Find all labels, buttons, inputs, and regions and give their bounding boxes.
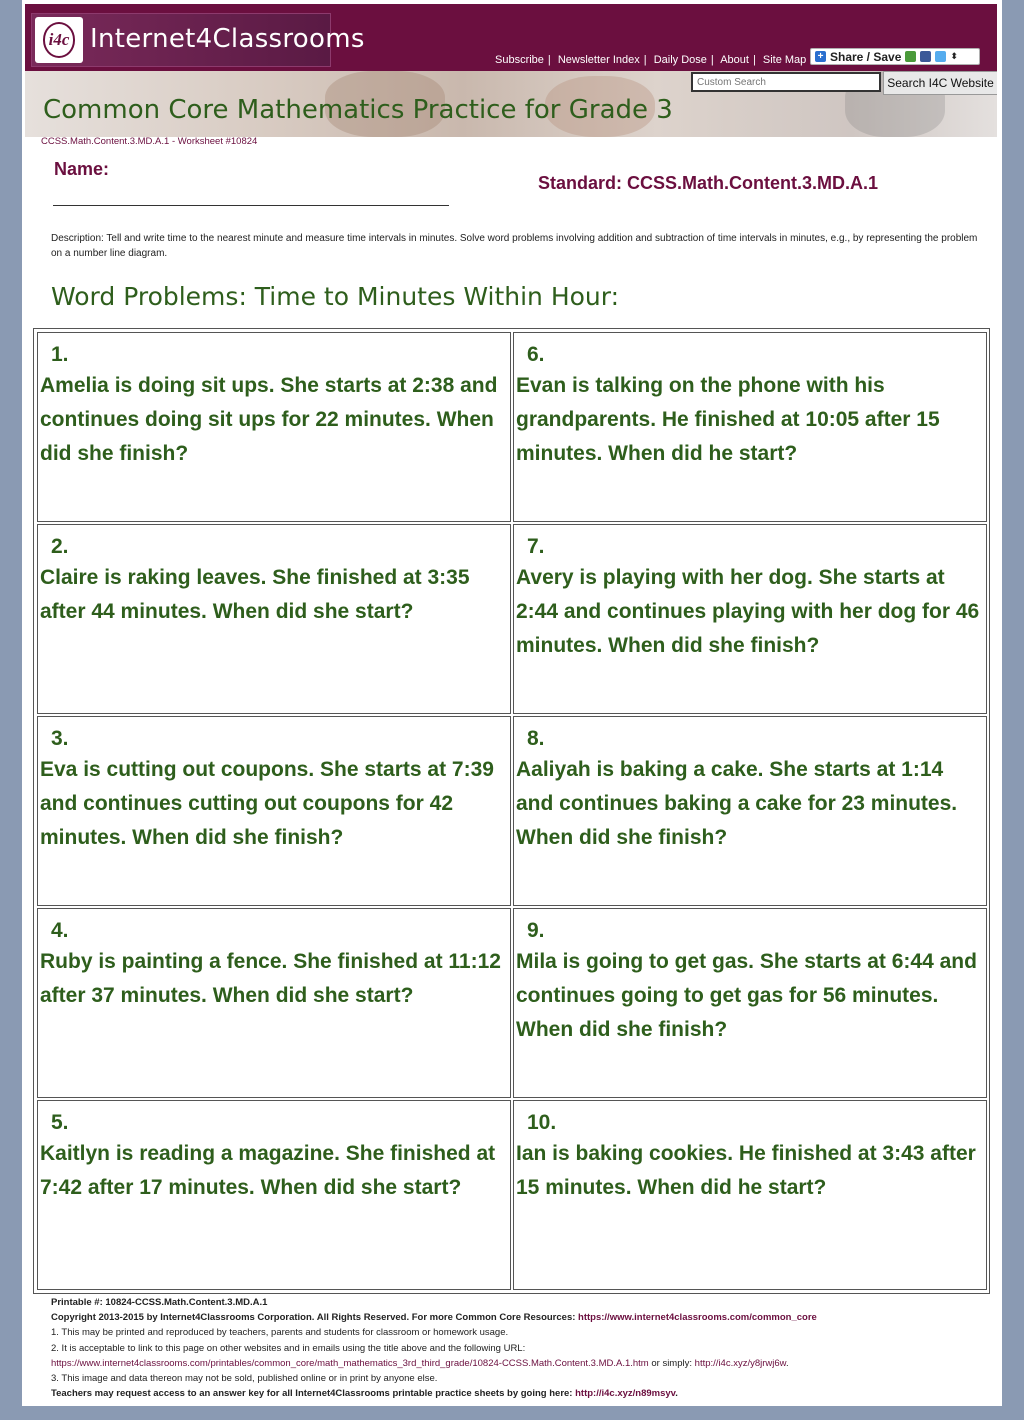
problem-text: Kaitlyn is reading a magazine. She finished at 7:42 after 17 minutes. When did she start? <box>40 1142 496 1199</box>
problem-text: Evan is talking on the phone with his grandparents. He finished at 10:05 after 15 minutes. When did he start? <box>516 374 940 465</box>
problem-cell <box>513 716 987 906</box>
search-button[interactable]: Search I4C Website <box>883 71 997 95</box>
share-label: Share / Save <box>830 49 902 64</box>
problem-text: Amelia is doing sit ups. She starts at 2:38 and continues doing sit ups for 22 minutes. When did she finish? <box>40 374 498 465</box>
printable-number: Printable #: 10824-CCSS.Math.Content.3.MD.A.1 <box>51 1297 268 1308</box>
problem-number: 8. <box>527 727 545 750</box>
problem-number: 10. <box>527 1111 557 1134</box>
problems-grid <box>33 328 990 1294</box>
top-nav: Subscribe | Newsletter Index | Daily Dose | About | Site Map <box>495 54 807 66</box>
or-simply-text: or simply: <box>648 1357 695 1369</box>
problem-cell <box>513 908 987 1098</box>
nav-daily-dose[interactable]: Daily Dose <box>653 54 707 66</box>
problem-number: 3. <box>51 727 69 750</box>
nav-subscribe[interactable]: Subscribe <box>495 54 544 66</box>
problem-number: 4. <box>51 919 69 942</box>
problem-cell <box>37 1100 511 1290</box>
problem-text: Ruby is painting a fence. She finished at 11:12 after 37 minutes. When did she start? <box>40 950 501 1007</box>
answer-key-note: Teachers may request access to an answer key for all Internet4Classrooms printable practice sheets by going here: http://i4c.xyz/n89msyv. <box>51 1388 678 1400</box>
section-title: Word Problems: Time to Minutes Within Hour: <box>51 282 620 311</box>
updown-arrows-icon: ⬍ <box>950 51 958 61</box>
problem-cell <box>37 332 511 522</box>
problem-text: Avery is playing with her dog. She starts at 2:44 and continues playing with her dog for 46 minutes. When did she finish? <box>516 566 980 657</box>
problem-number: 6. <box>527 343 545 366</box>
problem-text: Eva is cutting out coupons. She starts at 7:39 and continues cutting out coupons for 42 minutes. When did she finish? <box>40 758 494 849</box>
note-2-urls: https://www.internet4classrooms.com/printables/common_core/math_mathematics_3rd_third_grade/10824-CCSS.Math.Content.3.MD.A.1.htm or simply: http://i4c.xyz/y8jrwj6w. <box>51 1357 789 1369</box>
problem-cell <box>37 908 511 1098</box>
footer <box>51 1295 981 1401</box>
breadcrumb: CCSS.Math.Content.3.MD.A.1 - Worksheet #10824 <box>41 136 258 147</box>
nav-newsletter-index[interactable]: Newsletter Index <box>557 54 640 66</box>
page-title: Common Core Mathematics Practice for Grade 3 <box>43 95 673 125</box>
problem-text: Ian is baking cookies. He finished at 3:43 after 15 minutes. When did he start? <box>516 1142 976 1199</box>
problem-number: 5. <box>51 1111 69 1134</box>
site-logo[interactable] <box>31 13 365 67</box>
banner <box>25 71 997 137</box>
problem-number: 9. <box>527 919 545 942</box>
nav-about[interactable]: About <box>720 54 749 66</box>
problem-text: Aaliyah is baking a cake. She starts at 1:14 and continues baking a cake for 23 minutes. When did she finish? <box>516 758 958 849</box>
twitter-icon <box>935 51 946 62</box>
answer-key-link[interactable]: http://i4c.xyz/n89msyv <box>575 1388 676 1400</box>
worksheet-url-link[interactable]: https://www.internet4classrooms.com/printables/common_core/math_mathematics_3rd_third_grade/10824-CCSS.Math.Content.3.MD.A.1.htm <box>51 1357 649 1369</box>
note-1: 1. This may be printed and reproduced by teachers, parents and students for classroom or homework usage. <box>51 1327 509 1339</box>
problem-number: 1. <box>51 343 69 366</box>
facebook-icon <box>920 51 931 62</box>
plus-icon: + <box>815 51 826 62</box>
problem-cell <box>37 716 511 906</box>
problem-cell <box>513 332 987 522</box>
problem-number: 2. <box>51 535 69 558</box>
problem-cell <box>513 524 987 714</box>
standard-label: Standard: CCSS.Math.Content.3.MD.A.1 <box>538 173 879 193</box>
site-header <box>25 4 997 71</box>
name-line <box>53 205 449 206</box>
share-save-button[interactable] <box>810 48 980 65</box>
copyright <box>51 1310 981 1325</box>
answer-key-text: Teachers may request access to an answer key for all Internet4Classrooms printable practice sheets by going here: <box>51 1388 573 1400</box>
logo-text: Internet4Classrooms <box>90 24 365 54</box>
short-url-link[interactable]: http://i4c.xyz/y8jrwj6w <box>694 1357 786 1369</box>
nav-site-map[interactable]: Site Map <box>762 54 807 66</box>
problem-text: Mila is going to get gas. She starts at 6:44 and continues going to get gas for 56 minutes. When did she finish? <box>516 950 977 1041</box>
search-input[interactable] <box>691 72 881 92</box>
description: Description: Tell and write time to the nearest minute and measure time intervals in minutes. Solve word problems involving addition and subtraction of time intervals in minutes, e.g., by representing the problem on a number line diagram. <box>51 233 978 259</box>
problem-cell <box>513 1100 987 1290</box>
email-share-icon <box>905 51 916 62</box>
problem-cell <box>37 524 511 714</box>
problem-text: Claire is raking leaves. She finished at 3:35 after 44 minutes. When did she start? <box>40 566 470 623</box>
note-3: 3. This image and data thereon may not be sold, published online or in print by anyone else. <box>51 1373 438 1385</box>
copyright-text: Copyright 2013-2015 by Internet4Classrooms Corporation. All Rights Reserved. For more Common Core Resources: <box>51 1312 576 1324</box>
problem-number: 7. <box>527 535 545 558</box>
worksheet-page <box>22 0 1002 1406</box>
i4c-logo-icon: i4c <box>35 17 83 63</box>
common-core-link[interactable]: https://www.internet4classrooms.com/common_core <box>578 1312 817 1324</box>
note-2: 2. It is acceptable to link to this page on other websites and in emails using the title above and the following URL: <box>51 1342 526 1354</box>
name-label: Name: <box>54 159 110 179</box>
